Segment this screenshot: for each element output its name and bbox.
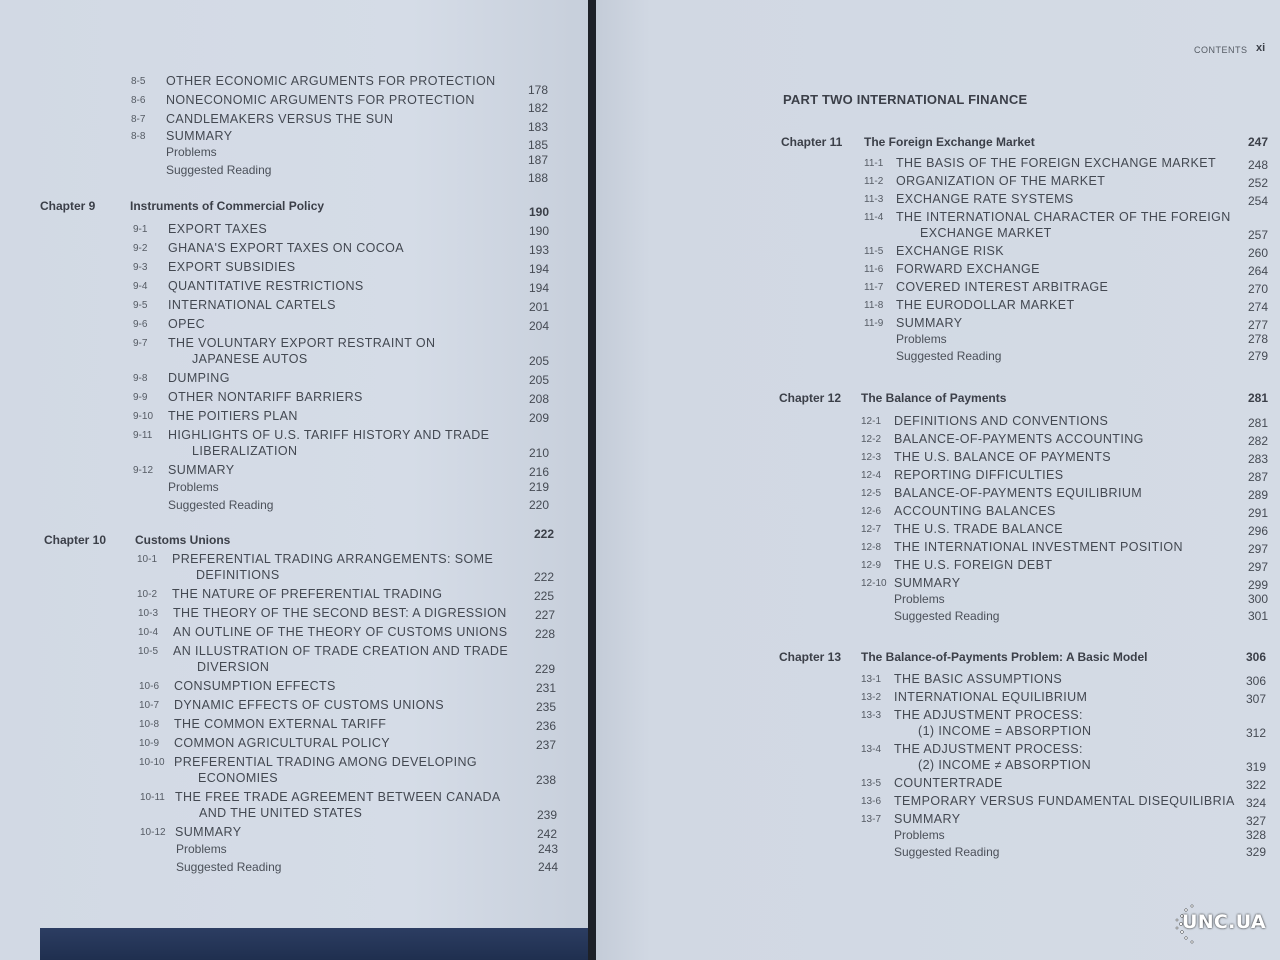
entry-page: 282 [1248, 434, 1269, 448]
chapter-page: 190 [529, 205, 550, 219]
entry-title: SUMMARY [894, 812, 961, 826]
entry-problems: Problems [896, 332, 947, 346]
chapter-label: Chapter 13 [779, 650, 842, 664]
entry-page: 210 [529, 446, 550, 460]
entry-title: THE INTERNATIONAL CHARACTER OF THE FOREIGN [896, 210, 1231, 224]
entry-problems: Problems [176, 842, 227, 856]
entry-title: THE FREE TRADE AGREEMENT BETWEEN CANADA [175, 790, 501, 804]
entry-number: 9-11 [133, 430, 153, 441]
entry-page: 229 [535, 662, 556, 676]
entry-number: 13-7 [861, 814, 882, 825]
entry-number: 13-5 [861, 778, 882, 789]
entry-page: 182 [528, 101, 549, 115]
left-page [0, 0, 588, 960]
entry-number: 10-10 [139, 757, 165, 768]
entry-page: 274 [1248, 300, 1269, 314]
entry-page: 297 [1248, 542, 1269, 556]
entry-number: 12-5 [861, 488, 882, 499]
entry-number: 9-3 [133, 262, 148, 273]
book-cover-edge [40, 928, 588, 960]
entry-number: 11-5 [864, 246, 884, 257]
entry-title: GHANA'S EXPORT TAXES ON COCOA [168, 241, 405, 255]
chapter-page: 247 [1248, 135, 1269, 149]
entry-number: 12-7 [861, 524, 882, 535]
entry-page: 260 [1248, 246, 1269, 260]
entry-title: ORGANIZATION OF THE MARKET [896, 174, 1106, 188]
entry-page: 188 [528, 171, 549, 185]
entry-page: 257 [1248, 228, 1269, 242]
entry-suggested-reading: Suggested Reading [894, 609, 1000, 623]
entry-number: 12-4 [861, 470, 882, 481]
entry-number: 10-6 [139, 681, 160, 692]
entry-page: 225 [534, 589, 555, 603]
entry-page: 242 [537, 827, 558, 841]
entry-number: 9-5 [133, 300, 148, 311]
entry-page: 201 [529, 300, 550, 314]
entry-title: THE POITIERS PLAN [168, 409, 298, 423]
entry-title: QUANTITATIVE RESTRICTIONS [168, 279, 364, 293]
entry-page: 239 [537, 808, 558, 822]
entry-number: 10-12 [140, 827, 166, 838]
entry-problems: Problems [894, 828, 945, 842]
entry-number: 11-9 [864, 318, 884, 329]
entry-page: 194 [529, 281, 550, 295]
entry-page: 204 [529, 319, 550, 333]
entry-problems: Problems [168, 480, 219, 494]
entry-page: 299 [1248, 578, 1269, 592]
chapter-label: Chapter 12 [779, 391, 842, 405]
entry-number: 11-1 [864, 158, 884, 169]
chapter-title: The Foreign Exchange Market [864, 135, 1035, 149]
entry-title: COUNTERTRADE [894, 776, 1003, 790]
entry-title: THE COMMON EXTERNAL TARIFF [174, 717, 387, 731]
entry-title: EXPORT SUBSIDIES [168, 260, 296, 274]
entry-number: 13-2 [861, 692, 882, 703]
entry-number: 10-7 [139, 700, 160, 711]
entry-page: 296 [1248, 524, 1269, 538]
entry-page: 281 [1248, 416, 1269, 430]
entry-title-continued: AND THE UNITED STATES [199, 806, 363, 820]
entry-title: BALANCE-OF-PAYMENTS EQUILIBRIUM [894, 486, 1143, 500]
entry-number: 10-5 [138, 646, 159, 657]
entry-title-continued: DIVERSION [197, 660, 270, 674]
entry-suggested-reading: Suggested Reading [168, 498, 274, 512]
entry-title-continued: LIBERALIZATION [192, 444, 298, 458]
entry-number: 9-4 [133, 281, 148, 292]
entry-title-continued: (1) INCOME = ABSORPTION [918, 724, 1092, 738]
entry-title: THE U.S. FOREIGN DEBT [894, 558, 1053, 572]
book-gutter [588, 0, 596, 960]
chapter-label: Chapter 11 [781, 135, 843, 149]
entry-title: BALANCE-OF-PAYMENTS ACCOUNTING [894, 432, 1144, 446]
entry-title: DEFINITIONS AND CONVENTIONS [894, 414, 1109, 428]
chapter-label: Chapter 10 [44, 533, 107, 547]
entry-title: FORWARD EXCHANGE [896, 262, 1040, 276]
entry-page: 322 [1246, 778, 1267, 792]
entry-number: 9-6 [133, 319, 148, 330]
entry-number: 10-9 [139, 738, 160, 749]
entry-title-continued: (2) INCOME ≠ ABSORPTION [918, 758, 1092, 772]
entry-page: 312 [1246, 726, 1267, 740]
entry-number: 11-7 [864, 282, 884, 293]
entry-number: 11-8 [864, 300, 884, 311]
entry-number: 9-2 [133, 243, 148, 254]
entry-title: COMMON AGRICULTURAL POLICY [174, 736, 390, 750]
entry-number: 8-6 [131, 95, 146, 106]
entry-number: 12-3 [861, 452, 882, 463]
entry-title: THE BASIS OF THE FOREIGN EXCHANGE MARKET [896, 156, 1216, 170]
entry-title: HIGHLIGHTS OF U.S. TARIFF HISTORY AND TRADE [168, 428, 490, 442]
entry-title: THE INTERNATIONAL INVESTMENT POSITION [894, 540, 1183, 554]
entry-title: THE THEORY OF THE SECOND BEST: A DIGRESSION [173, 606, 507, 620]
entry-title: AN OUTLINE OF THE THEORY OF CUSTOMS UNIONS [173, 625, 508, 639]
entry-title: THE BASIC ASSUMPTIONS [894, 672, 1063, 686]
entry-page: 220 [529, 498, 550, 512]
entry-title: OTHER ECONOMIC ARGUMENTS FOR PROTECTION [166, 74, 496, 88]
entry-page: 187 [528, 153, 549, 167]
entry-number: 13-1 [861, 674, 882, 685]
entry-suggested-reading: Suggested Reading [894, 845, 1000, 859]
entry-title-continued: JAPANESE AUTOS [192, 352, 308, 366]
entry-title: INTERNATIONAL CARTELS [168, 298, 336, 312]
entry-page: 306 [1246, 674, 1267, 688]
entry-page: 209 [529, 411, 550, 425]
entry-number: 10-1 [137, 554, 158, 565]
entry-number: 13-4 [861, 744, 882, 755]
entry-title: SUMMARY [175, 825, 242, 839]
entry-title: OPEC [168, 317, 206, 331]
entry-page: 185 [528, 138, 549, 152]
entry-title: INTERNATIONAL EQUILIBRIUM [894, 690, 1088, 704]
entry-page: 279 [1248, 349, 1269, 363]
chapter-page: 306 [1246, 650, 1267, 664]
entry-page: 194 [529, 262, 550, 276]
entry-title: THE VOLUNTARY EXPORT RESTRAINT ON [168, 336, 436, 350]
entry-page: 227 [535, 608, 556, 622]
entry-title: ACCOUNTING BALANCES [894, 504, 1056, 518]
entry-page: 237 [536, 738, 557, 752]
entry-title: AN ILLUSTRATION OF TRADE CREATION AND TRADE [173, 644, 509, 658]
entry-title: PREFERENTIAL TRADING AMONG DEVELOPING [174, 755, 478, 769]
entry-title: THE ADJUSTMENT PROCESS: [894, 708, 1083, 722]
entry-page: 205 [529, 373, 550, 387]
entry-page: 228 [535, 627, 556, 641]
entry-page: 270 [1248, 282, 1269, 296]
entry-problems: Problems [166, 145, 217, 159]
entry-number: 12-9 [861, 560, 882, 571]
entry-title: THE U.S. TRADE BALANCE [894, 522, 1064, 536]
part-title: PART TWO INTERNATIONAL FINANCE [783, 92, 1028, 107]
entry-title: EXPORT TAXES [168, 222, 268, 236]
chapter-title: The Balance-of-Payments Problem: A Basic Model [861, 650, 1148, 664]
entry-number: 10-2 [137, 589, 158, 600]
chapter-page: 222 [534, 527, 555, 541]
entry-number: 10-4 [138, 627, 159, 638]
entry-number: 13-3 [861, 710, 882, 721]
entry-title: SUMMARY [166, 129, 233, 143]
entry-number: 9-10 [133, 411, 154, 422]
entry-number: 10-11 [140, 792, 165, 803]
chapter-label: Chapter 9 [40, 199, 96, 213]
entry-title: PREFERENTIAL TRADING ARRANGEMENTS: SOME [172, 552, 494, 566]
chapter-title: The Balance of Payments [861, 391, 1007, 405]
entry-title: SUMMARY [894, 576, 961, 590]
watermark-text: UNC.UA [1182, 911, 1266, 933]
entry-number: 9-7 [133, 338, 148, 349]
entry-number: 11-2 [864, 176, 884, 187]
entry-title: THE EURODOLLAR MARKET [896, 298, 1075, 312]
entry-suggested-reading: Suggested Reading [166, 163, 272, 177]
entry-title-continued: EXCHANGE MARKET [920, 226, 1052, 240]
entry-page: 248 [1248, 158, 1269, 172]
entry-page: 327 [1246, 814, 1267, 828]
entry-page: 307 [1246, 692, 1267, 706]
entry-page: 301 [1248, 609, 1269, 623]
entry-number: 8-5 [131, 76, 146, 87]
chapter-page: 281 [1248, 391, 1269, 405]
entry-title: THE ADJUSTMENT PROCESS: [894, 742, 1083, 756]
entry-page: 324 [1246, 796, 1267, 810]
entry-number: 8-7 [131, 114, 146, 125]
entry-title: TEMPORARY VERSUS FUNDAMENTAL DISEQUILIBRIA [894, 794, 1235, 808]
entry-page: 243 [538, 842, 559, 856]
right-page [596, 0, 1280, 960]
entry-page: 183 [528, 120, 549, 134]
entry-page: 219 [529, 480, 550, 494]
entry-page: 328 [1246, 828, 1267, 842]
entry-title-continued: DEFINITIONS [196, 568, 280, 582]
entry-page: 238 [536, 773, 557, 787]
entry-page: 178 [528, 83, 549, 97]
entry-title: COVERED INTEREST ARBITRAGE [896, 280, 1109, 294]
entry-problems: Problems [894, 592, 945, 606]
entry-page: 297 [1248, 560, 1269, 574]
chapter-title: Instruments of Commercial Policy [130, 199, 325, 213]
page-number-header: xi [1256, 42, 1266, 54]
entry-number: 12-10 [861, 578, 887, 589]
entry-title: THE NATURE OF PREFERENTIAL TRADING [172, 587, 443, 601]
entry-number: 10-8 [139, 719, 160, 730]
entry-page: 289 [1248, 488, 1269, 502]
entry-number: 12-1 [861, 416, 882, 427]
entry-title: NONECONOMIC ARGUMENTS FOR PROTECTION [166, 93, 475, 107]
entry-page: 291 [1248, 506, 1269, 520]
entry-page: 190 [529, 224, 550, 238]
entry-suggested-reading: Suggested Reading [896, 349, 1002, 363]
entry-page: 254 [1248, 194, 1269, 208]
entry-page: 236 [536, 719, 557, 733]
entry-number: 8-8 [131, 131, 146, 142]
chapter-title: Customs Unions [135, 533, 231, 547]
running-header: CONTENTS [1194, 45, 1248, 55]
entry-title: EXCHANGE RATE SYSTEMS [896, 192, 1074, 206]
entry-number: 9-12 [133, 465, 154, 476]
entry-page: 319 [1246, 760, 1267, 774]
entry-title: SUMMARY [168, 463, 235, 477]
entry-page: 231 [536, 681, 557, 695]
entry-number: 9-8 [133, 373, 148, 384]
entry-number: 11-4 [864, 212, 884, 223]
entry-page: 300 [1248, 592, 1269, 606]
entry-page: 244 [538, 860, 559, 874]
entry-number: 13-6 [861, 796, 882, 807]
entry-title: EXCHANGE RISK [896, 244, 1005, 258]
entry-title: CANDLEMAKERS VERSUS THE SUN [166, 112, 394, 126]
entry-title: CONSUMPTION EFFECTS [174, 679, 336, 693]
entry-title: DYNAMIC EFFECTS OF CUSTOMS UNIONS [174, 698, 444, 712]
entry-number: 12-8 [861, 542, 882, 553]
entry-page: 329 [1246, 845, 1267, 859]
entry-suggested-reading: Suggested Reading [176, 860, 282, 874]
entry-page: 193 [529, 243, 550, 257]
entry-page: 264 [1248, 264, 1269, 278]
entry-page: 252 [1248, 176, 1269, 190]
entry-page: 222 [534, 570, 555, 584]
entry-page: 278 [1248, 332, 1269, 346]
entry-page: 287 [1248, 470, 1269, 484]
entry-page: 277 [1248, 318, 1269, 332]
entry-page: 235 [536, 700, 557, 714]
entry-title-continued: ECONOMIES [198, 771, 278, 785]
entry-number: 12-2 [861, 434, 882, 445]
entry-page: 283 [1248, 452, 1269, 466]
entry-number: 9-9 [133, 392, 148, 403]
entry-number: 10-3 [138, 608, 159, 619]
entry-number: 11-3 [864, 194, 884, 205]
entry-title: SUMMARY [896, 316, 963, 330]
entry-title: THE U.S. BALANCE OF PAYMENTS [894, 450, 1112, 464]
entry-number: 11-6 [864, 264, 884, 275]
entry-title: DUMPING [168, 371, 230, 385]
entry-number: 9-1 [133, 224, 148, 235]
entry-page: 208 [529, 392, 550, 406]
entry-page: 205 [529, 354, 550, 368]
entry-title: OTHER NONTARIFF BARRIERS [168, 390, 363, 404]
entry-title: REPORTING DIFFICULTIES [894, 468, 1064, 482]
entry-page: 216 [529, 465, 550, 479]
entry-number: 12-6 [861, 506, 882, 517]
